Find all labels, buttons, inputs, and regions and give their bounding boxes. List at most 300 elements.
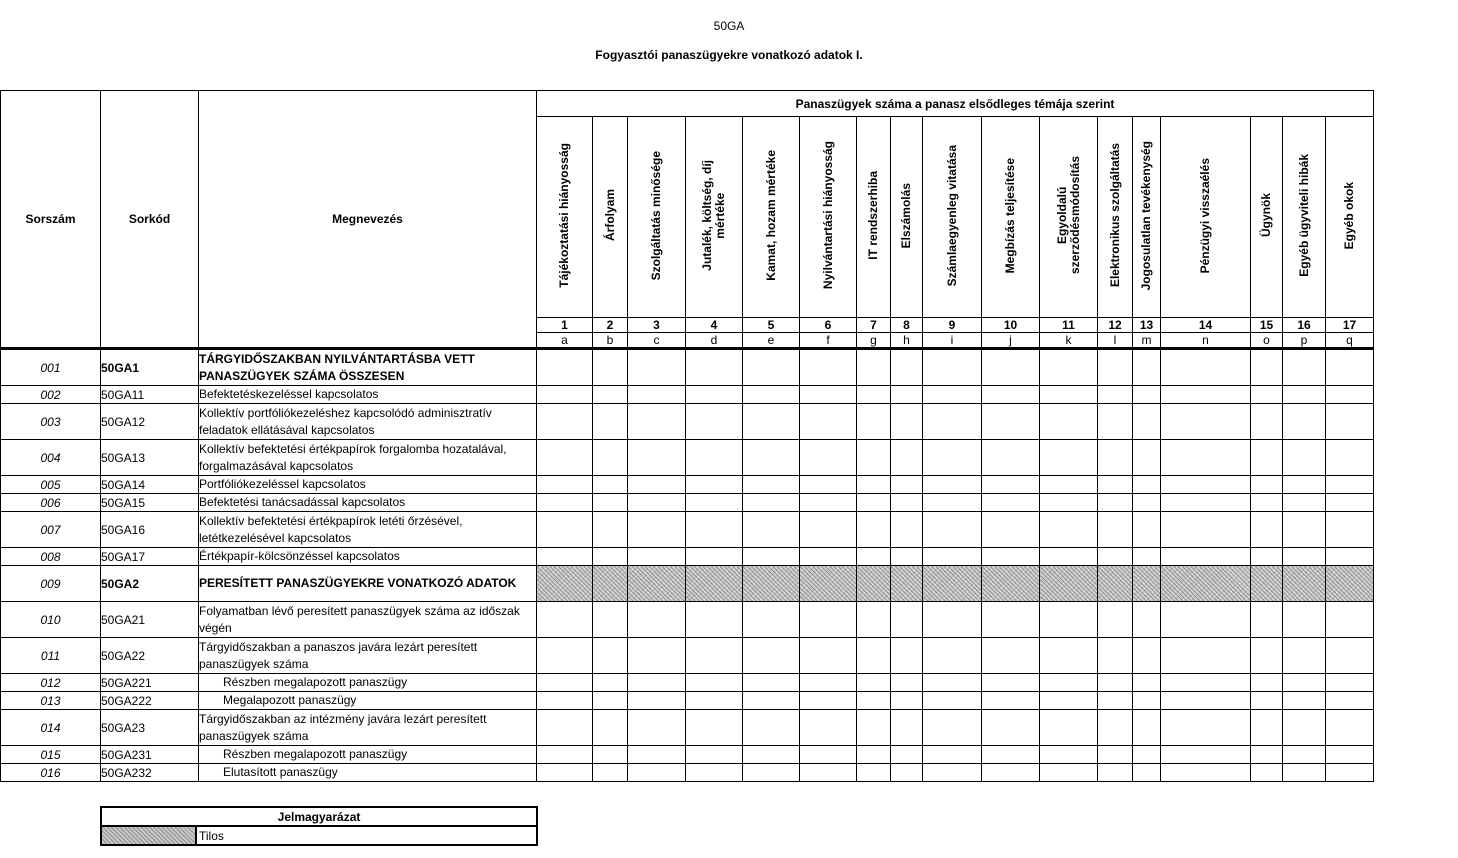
data-cell[interactable]	[628, 764, 686, 782]
data-cell[interactable]	[1326, 638, 1374, 674]
col-header-topic	[1098, 117, 1133, 318]
row-megnevezes: Értékpapír-kölcsönzéssel kapcsolatos	[199, 548, 537, 566]
data-cell[interactable]	[686, 440, 743, 476]
data-cell[interactable]	[1133, 692, 1161, 710]
data-cell[interactable]	[1251, 638, 1283, 674]
data-cell[interactable]	[1040, 512, 1098, 548]
data-cell[interactable]	[1326, 349, 1374, 386]
data-cell[interactable]	[1161, 386, 1251, 404]
data-cell[interactable]	[1251, 674, 1283, 692]
data-cell[interactable]	[982, 548, 1040, 566]
data-cell[interactable]	[923, 404, 982, 440]
data-cell[interactable]	[857, 692, 891, 710]
data-cell[interactable]	[891, 764, 923, 782]
data-cell[interactable]	[857, 602, 891, 638]
data-cell[interactable]	[1161, 349, 1251, 386]
data-cell[interactable]	[1283, 746, 1326, 764]
data-cell[interactable]	[857, 548, 891, 566]
col-number: 9	[923, 318, 982, 333]
data-cell[interactable]	[1133, 638, 1161, 674]
data-cell[interactable]	[1040, 440, 1098, 476]
data-cell[interactable]	[1326, 674, 1374, 692]
data-cell[interactable]	[923, 386, 982, 404]
data-cell[interactable]	[1251, 494, 1283, 512]
data-cell[interactable]	[743, 746, 800, 764]
data-cell[interactable]	[982, 710, 1040, 746]
data-cell[interactable]	[1098, 494, 1133, 512]
data-cell[interactable]	[537, 494, 593, 512]
row-megnevezes: Tárgyidőszakban a panaszos javára lezárt peresített panaszügyek száma	[199, 638, 537, 674]
data-cell[interactable]	[1251, 602, 1283, 638]
data-cell[interactable]	[1133, 710, 1161, 746]
data-cell[interactable]	[537, 764, 593, 782]
row-sorszam: 014	[1, 710, 101, 746]
data-cell[interactable]	[593, 494, 628, 512]
data-cell[interactable]	[1161, 746, 1251, 764]
data-cell[interactable]	[1161, 512, 1251, 548]
prohibited-cell	[537, 566, 593, 602]
data-cell[interactable]	[1161, 548, 1251, 566]
data-cell[interactable]	[1161, 692, 1251, 710]
data-cell[interactable]	[537, 349, 593, 386]
data-cell[interactable]	[1040, 349, 1098, 386]
data-cell[interactable]	[1251, 404, 1283, 440]
data-cell[interactable]	[1283, 512, 1326, 548]
table-row	[1, 548, 1374, 566]
col-letter: a	[537, 333, 593, 349]
data-cell[interactable]	[857, 674, 891, 692]
data-cell[interactable]	[891, 476, 923, 494]
data-cell[interactable]	[537, 476, 593, 494]
data-cell[interactable]	[1040, 746, 1098, 764]
data-cell[interactable]	[800, 349, 857, 386]
data-cell[interactable]	[593, 746, 628, 764]
data-cell[interactable]	[1133, 764, 1161, 782]
data-cell[interactable]	[743, 440, 800, 476]
data-cell[interactable]	[1098, 710, 1133, 746]
data-cell[interactable]	[1326, 386, 1374, 404]
data-cell[interactable]	[982, 638, 1040, 674]
data-cell[interactable]	[1326, 404, 1374, 440]
data-cell[interactable]	[1161, 674, 1251, 692]
table-row	[1, 494, 1374, 512]
data-cell[interactable]	[593, 602, 628, 638]
data-cell[interactable]	[1283, 638, 1326, 674]
data-cell[interactable]	[1040, 692, 1098, 710]
data-cell[interactable]	[1133, 404, 1161, 440]
data-cell[interactable]	[982, 512, 1040, 548]
row-sorszam: 006	[1, 494, 101, 512]
data-cell[interactable]	[1283, 548, 1326, 566]
data-cell[interactable]	[800, 764, 857, 782]
data-cell[interactable]	[1283, 440, 1326, 476]
data-cell[interactable]	[537, 386, 593, 404]
col-number: 2	[593, 318, 628, 333]
data-cell[interactable]	[1098, 674, 1133, 692]
data-cell[interactable]	[1098, 638, 1133, 674]
data-cell[interactable]	[891, 746, 923, 764]
col-header-topic-label: Jutalék, költség, díj mértéke	[700, 160, 727, 271]
data-cell[interactable]	[1326, 746, 1374, 764]
data-cell[interactable]	[1283, 764, 1326, 782]
data-cell[interactable]	[593, 674, 628, 692]
data-cell[interactable]	[1133, 476, 1161, 494]
data-cell[interactable]	[743, 386, 800, 404]
data-cell[interactable]	[1040, 710, 1098, 746]
data-cell[interactable]	[1283, 710, 1326, 746]
col-header-topic	[628, 117, 686, 318]
data-cell[interactable]	[857, 476, 891, 494]
row-sorkod: 50GA21	[101, 602, 199, 638]
data-cell[interactable]	[628, 746, 686, 764]
data-cell[interactable]	[1098, 349, 1133, 386]
data-cell[interactable]	[1326, 710, 1374, 746]
data-cell[interactable]	[800, 602, 857, 638]
data-cell[interactable]	[593, 548, 628, 566]
data-cell[interactable]	[1283, 386, 1326, 404]
data-cell[interactable]	[593, 692, 628, 710]
data-cell[interactable]	[982, 476, 1040, 494]
col-header-topic-label: Pénzügyi visszaélés	[1198, 157, 1212, 274]
data-cell[interactable]	[743, 710, 800, 746]
data-cell[interactable]	[743, 404, 800, 440]
data-cell[interactable]	[1161, 476, 1251, 494]
table-row	[1, 764, 1374, 782]
data-cell[interactable]	[686, 494, 743, 512]
data-cell[interactable]	[1161, 764, 1251, 782]
data-cell[interactable]	[628, 548, 686, 566]
data-cell[interactable]	[686, 710, 743, 746]
data-cell[interactable]	[923, 440, 982, 476]
data-cell[interactable]	[1283, 494, 1326, 512]
data-cell[interactable]	[1326, 764, 1374, 782]
data-cell[interactable]	[1251, 476, 1283, 494]
data-cell[interactable]	[1040, 548, 1098, 566]
data-cell[interactable]	[743, 476, 800, 494]
data-cell[interactable]	[923, 476, 982, 494]
col-header-topic	[1040, 117, 1098, 318]
prohibited-cell	[1133, 566, 1161, 602]
col-header-megnevezes: Megnevezés	[199, 91, 537, 349]
data-cell[interactable]	[1133, 386, 1161, 404]
data-cell[interactable]	[891, 548, 923, 566]
data-cell[interactable]	[800, 386, 857, 404]
data-cell[interactable]	[686, 638, 743, 674]
data-cell[interactable]	[743, 692, 800, 710]
data-cell[interactable]	[800, 746, 857, 764]
data-cell[interactable]	[593, 512, 628, 548]
data-cell[interactable]	[923, 494, 982, 512]
col-header-topic-label: Egyéb okok	[1342, 181, 1356, 250]
col-letter: f	[800, 333, 857, 349]
data-cell[interactable]	[800, 638, 857, 674]
col-header-topic	[537, 117, 593, 318]
data-cell[interactable]	[1251, 349, 1283, 386]
data-cell[interactable]	[537, 674, 593, 692]
data-cell[interactable]	[923, 638, 982, 674]
data-cell[interactable]	[1098, 386, 1133, 404]
data-cell[interactable]	[1251, 386, 1283, 404]
data-cell[interactable]	[1161, 440, 1251, 476]
data-cell[interactable]	[1040, 602, 1098, 638]
data-cell[interactable]	[743, 349, 800, 386]
prohibited-cell	[593, 566, 628, 602]
data-cell[interactable]	[537, 746, 593, 764]
data-cell[interactable]	[800, 548, 857, 566]
data-cell[interactable]	[1133, 602, 1161, 638]
col-number: 6	[800, 318, 857, 333]
data-cell[interactable]	[628, 476, 686, 494]
data-cell[interactable]	[982, 404, 1040, 440]
data-cell[interactable]	[857, 638, 891, 674]
data-cell[interactable]	[1251, 440, 1283, 476]
col-header-topic	[891, 117, 923, 318]
data-cell[interactable]	[686, 404, 743, 440]
data-cell[interactable]	[1326, 602, 1374, 638]
data-cell[interactable]	[1098, 764, 1133, 782]
data-cell[interactable]	[593, 476, 628, 494]
data-cell[interactable]	[1098, 404, 1133, 440]
col-letter: e	[743, 333, 800, 349]
data-cell[interactable]	[628, 512, 686, 548]
data-cell[interactable]	[923, 746, 982, 764]
row-sorszam: 008	[1, 548, 101, 566]
data-cell[interactable]	[537, 548, 593, 566]
data-cell[interactable]	[686, 602, 743, 638]
data-cell[interactable]	[1251, 710, 1283, 746]
col-header-topic	[923, 117, 982, 318]
data-cell[interactable]	[800, 404, 857, 440]
data-cell[interactable]	[1283, 692, 1326, 710]
data-cell[interactable]	[800, 710, 857, 746]
data-cell[interactable]	[743, 512, 800, 548]
data-cell[interactable]	[686, 386, 743, 404]
data-cell[interactable]	[686, 764, 743, 782]
data-cell[interactable]	[1098, 602, 1133, 638]
data-cell[interactable]	[982, 674, 1040, 692]
data-cell[interactable]	[857, 494, 891, 512]
data-cell[interactable]	[686, 548, 743, 566]
data-cell[interactable]	[891, 674, 923, 692]
data-cell[interactable]	[891, 349, 923, 386]
table-row	[1, 404, 1374, 440]
data-cell[interactable]	[1098, 692, 1133, 710]
data-cell[interactable]	[1098, 476, 1133, 494]
data-cell[interactable]	[537, 710, 593, 746]
data-cell[interactable]	[857, 386, 891, 404]
data-cell[interactable]	[593, 710, 628, 746]
col-letter: h	[891, 333, 923, 349]
prohibited-cell	[800, 566, 857, 602]
data-cell[interactable]	[1283, 476, 1326, 494]
data-cell[interactable]	[1251, 512, 1283, 548]
data-cell[interactable]	[891, 440, 923, 476]
data-cell[interactable]	[628, 386, 686, 404]
data-cell[interactable]	[982, 440, 1040, 476]
data-cell[interactable]	[537, 602, 593, 638]
data-cell[interactable]	[1161, 494, 1251, 512]
data-cell[interactable]	[628, 692, 686, 710]
prohibited-cell	[628, 566, 686, 602]
data-cell[interactable]	[537, 512, 593, 548]
row-megnevezes: Portfóliókezeléssel kapcsolatos	[199, 476, 537, 494]
data-cell[interactable]	[891, 638, 923, 674]
data-cell[interactable]	[593, 764, 628, 782]
data-cell[interactable]	[1098, 512, 1133, 548]
data-cell[interactable]	[1098, 440, 1133, 476]
data-cell[interactable]	[1133, 440, 1161, 476]
data-cell[interactable]	[923, 674, 982, 692]
row-sorkod: 50GA16	[101, 512, 199, 548]
col-header-topic-label: Egyoldalú szerződésmódosítás	[1054, 156, 1082, 275]
data-cell[interactable]	[857, 512, 891, 548]
data-cell[interactable]	[1326, 476, 1374, 494]
data-cell[interactable]	[982, 349, 1040, 386]
data-cell[interactable]	[1161, 710, 1251, 746]
data-cell[interactable]	[923, 692, 982, 710]
data-cell[interactable]	[1326, 548, 1374, 566]
data-cell[interactable]	[686, 512, 743, 548]
data-cell[interactable]	[1326, 440, 1374, 476]
data-cell[interactable]	[537, 638, 593, 674]
data-cell[interactable]	[593, 638, 628, 674]
data-cell[interactable]	[537, 692, 593, 710]
data-cell[interactable]	[743, 548, 800, 566]
data-cell[interactable]	[1283, 404, 1326, 440]
data-cell[interactable]	[857, 404, 891, 440]
data-cell[interactable]	[593, 349, 628, 386]
data-cell[interactable]	[891, 710, 923, 746]
data-cell[interactable]	[628, 494, 686, 512]
data-cell[interactable]	[743, 494, 800, 512]
table-row	[1, 440, 1374, 476]
data-cell[interactable]	[743, 602, 800, 638]
data-cell[interactable]	[982, 602, 1040, 638]
data-cell[interactable]	[743, 638, 800, 674]
data-cell[interactable]	[891, 404, 923, 440]
data-cell[interactable]	[857, 764, 891, 782]
col-header-topic	[800, 117, 857, 318]
data-cell[interactable]	[743, 764, 800, 782]
data-cell[interactable]	[982, 494, 1040, 512]
data-cell[interactable]	[800, 440, 857, 476]
data-cell[interactable]	[1133, 512, 1161, 548]
data-cell[interactable]	[800, 692, 857, 710]
col-letter: l	[1098, 333, 1133, 349]
data-cell[interactable]	[537, 440, 593, 476]
data-cell[interactable]	[800, 476, 857, 494]
data-cell[interactable]	[593, 440, 628, 476]
data-cell[interactable]	[1251, 764, 1283, 782]
data-cell[interactable]	[923, 764, 982, 782]
data-cell[interactable]	[628, 710, 686, 746]
col-number: 3	[628, 318, 686, 333]
row-megnevezes: Megalapozott panaszügy	[199, 692, 537, 710]
data-cell[interactable]	[743, 674, 800, 692]
data-cell[interactable]	[982, 764, 1040, 782]
data-cell[interactable]	[982, 746, 1040, 764]
data-cell[interactable]	[800, 674, 857, 692]
data-cell[interactable]	[686, 674, 743, 692]
data-cell[interactable]	[891, 386, 923, 404]
data-cell[interactable]	[891, 602, 923, 638]
data-cell[interactable]	[800, 512, 857, 548]
data-cell[interactable]	[1133, 494, 1161, 512]
data-cell[interactable]	[923, 602, 982, 638]
data-cell[interactable]	[1040, 404, 1098, 440]
data-cell[interactable]	[537, 404, 593, 440]
data-cell[interactable]	[686, 692, 743, 710]
data-cell[interactable]	[1283, 602, 1326, 638]
data-cell[interactable]	[593, 386, 628, 404]
data-cell[interactable]	[686, 476, 743, 494]
data-cell[interactable]	[1161, 602, 1251, 638]
data-cell[interactable]	[1251, 746, 1283, 764]
row-sorkod: 50GA15	[101, 494, 199, 512]
row-sorszam: 002	[1, 386, 101, 404]
data-cell[interactable]	[628, 674, 686, 692]
data-cell[interactable]	[1133, 349, 1161, 386]
data-cell[interactable]	[1040, 494, 1098, 512]
data-cell[interactable]	[1040, 386, 1098, 404]
data-cell[interactable]	[628, 602, 686, 638]
data-cell[interactable]	[628, 638, 686, 674]
data-cell[interactable]	[1326, 692, 1374, 710]
data-cell[interactable]	[1161, 638, 1251, 674]
data-cell[interactable]	[628, 349, 686, 386]
data-cell[interactable]	[1040, 638, 1098, 674]
data-cell[interactable]	[686, 349, 743, 386]
row-megnevezes: Kollektív befektetési értékpapírok forgalomba hozatalával, forgalmazásával kapcsolatos	[199, 440, 537, 476]
data-cell[interactable]	[1040, 674, 1098, 692]
data-cell[interactable]	[923, 710, 982, 746]
data-cell[interactable]	[1251, 548, 1283, 566]
data-cell[interactable]	[1040, 476, 1098, 494]
data-cell[interactable]	[857, 746, 891, 764]
data-cell[interactable]	[593, 404, 628, 440]
data-cell[interactable]	[628, 440, 686, 476]
data-cell[interactable]	[923, 349, 982, 386]
data-cell[interactable]	[857, 440, 891, 476]
data-cell[interactable]	[1040, 764, 1098, 782]
data-cell[interactable]	[1326, 494, 1374, 512]
data-cell[interactable]	[923, 512, 982, 548]
data-cell[interactable]	[857, 349, 891, 386]
data-cell[interactable]	[891, 692, 923, 710]
data-cell[interactable]	[1251, 692, 1283, 710]
data-cell[interactable]	[686, 746, 743, 764]
data-cell[interactable]	[1283, 674, 1326, 692]
data-cell[interactable]	[1133, 746, 1161, 764]
data-cell[interactable]	[1283, 349, 1326, 386]
data-cell[interactable]	[1098, 746, 1133, 764]
data-cell[interactable]	[1133, 674, 1161, 692]
data-cell[interactable]	[800, 494, 857, 512]
data-cell[interactable]	[857, 710, 891, 746]
data-cell[interactable]	[1133, 548, 1161, 566]
data-cell[interactable]	[891, 512, 923, 548]
data-cell[interactable]	[1326, 512, 1374, 548]
data-cell[interactable]	[982, 692, 1040, 710]
col-header-topic-label: Számlaegyenleg vitatása	[944, 144, 959, 287]
data-cell[interactable]	[1161, 404, 1251, 440]
data-cell[interactable]	[982, 386, 1040, 404]
data-cell[interactable]	[923, 548, 982, 566]
data-cell[interactable]	[628, 404, 686, 440]
data-cell[interactable]	[1098, 548, 1133, 566]
col-header-topic-label: Megbízás teljesítése	[1003, 157, 1017, 274]
data-cell[interactable]	[891, 494, 923, 512]
